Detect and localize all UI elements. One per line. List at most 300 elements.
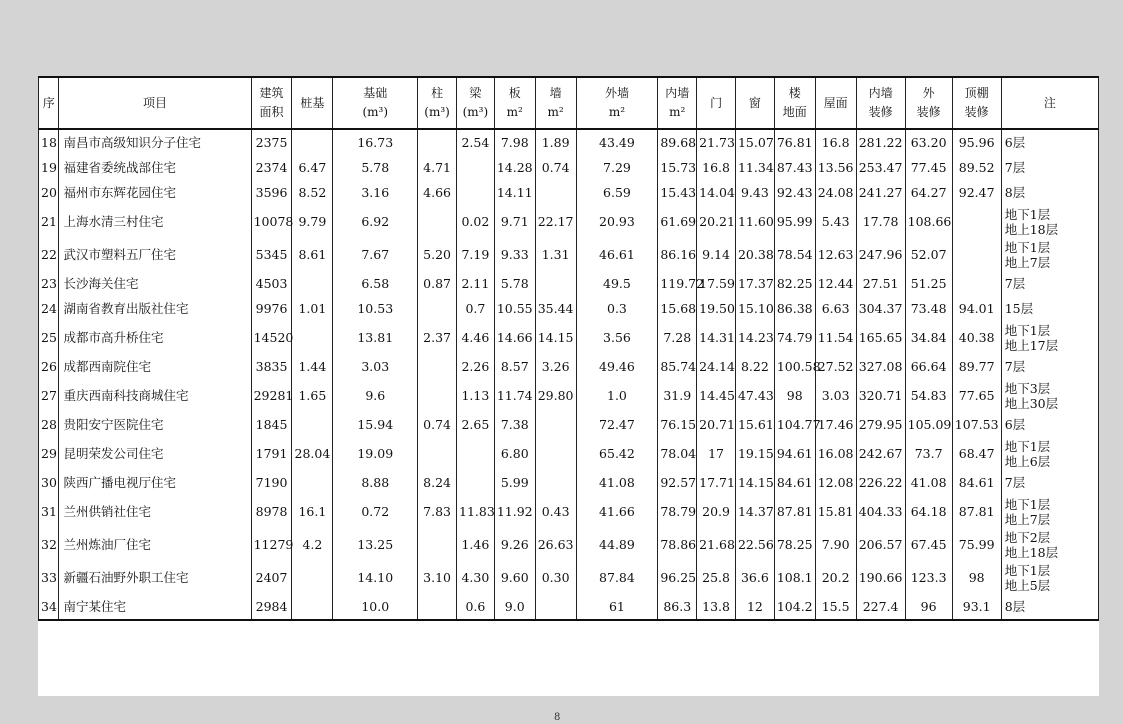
cell-ext_wall: 20.93 bbox=[576, 205, 658, 238]
cell-ext_finish: 41.08 bbox=[905, 470, 952, 495]
cell-floor: 104.2 bbox=[774, 594, 815, 620]
cell-roof: 24.08 bbox=[815, 180, 856, 205]
cell-floor: 98 bbox=[774, 379, 815, 412]
cell-floor: 86.38 bbox=[774, 296, 815, 321]
cell-roof: 15.5 bbox=[815, 594, 856, 620]
cell-name: 兰州炼油厂住宅 bbox=[59, 528, 251, 561]
cell-pile bbox=[292, 470, 333, 495]
cell-window: 14.37 bbox=[735, 495, 774, 528]
cell-pile: 9.79 bbox=[292, 205, 333, 238]
cell-roof: 15.81 bbox=[815, 495, 856, 528]
cell-wall: 0.30 bbox=[535, 561, 576, 594]
cell-no: 32 bbox=[39, 528, 59, 561]
cell-name: 新疆石油野外职工住宅 bbox=[59, 561, 251, 594]
cell-name: 重庆西南科技商城住宅 bbox=[59, 379, 251, 412]
cell-ext_finish: 123.3 bbox=[905, 561, 952, 594]
cell-int_wall: 92.57 bbox=[658, 470, 697, 495]
cell-ext_finish: 105.09 bbox=[905, 412, 952, 437]
cell-no: 33 bbox=[39, 561, 59, 594]
header-no: 序 bbox=[39, 77, 59, 129]
cell-ext_wall: 1.0 bbox=[576, 379, 658, 412]
cell-slab: 9.0 bbox=[494, 594, 535, 620]
cell-foundation: 13.81 bbox=[333, 321, 418, 354]
cell-ext_wall: 41.66 bbox=[576, 495, 658, 528]
cell-window: 14.15 bbox=[735, 470, 774, 495]
cell-ext_finish: 66.64 bbox=[905, 354, 952, 379]
cell-note: 地下1层 地上5层 bbox=[1001, 561, 1098, 594]
cell-wall: 22.17 bbox=[535, 205, 576, 238]
cell-int_wall: 15.43 bbox=[658, 180, 697, 205]
cell-column: 5.20 bbox=[418, 238, 457, 271]
cell-slab: 10.55 bbox=[494, 296, 535, 321]
table-body bbox=[39, 129, 1099, 620]
cell-slab: 14.66 bbox=[494, 321, 535, 354]
cell-ceiling: 95.96 bbox=[952, 129, 1001, 155]
cell-door: 19.50 bbox=[697, 296, 736, 321]
cell-area: 7190 bbox=[251, 470, 292, 495]
cell-int_finish: 226.22 bbox=[856, 470, 905, 495]
cell-window: 15.07 bbox=[735, 129, 774, 155]
cell-ceiling: 84.61 bbox=[952, 470, 1001, 495]
cell-column bbox=[418, 528, 457, 561]
cell-floor: 92.43 bbox=[774, 180, 815, 205]
cell-floor: 100.58 bbox=[774, 354, 815, 379]
cell-area: 11279 bbox=[251, 528, 292, 561]
cell-window: 11.34 bbox=[735, 155, 774, 180]
cell-int_wall: 61.69 bbox=[658, 205, 697, 238]
cell-floor: 94.61 bbox=[774, 437, 815, 470]
cell-slab: 5.99 bbox=[494, 470, 535, 495]
cell-foundation: 3.03 bbox=[333, 354, 418, 379]
cell-window: 11.60 bbox=[735, 205, 774, 238]
cell-beam: 2.11 bbox=[457, 271, 495, 296]
cell-ext_wall: 7.29 bbox=[576, 155, 658, 180]
cell-floor: 95.99 bbox=[774, 205, 815, 238]
cell-column bbox=[418, 379, 457, 412]
cell-pile: 1.44 bbox=[292, 354, 333, 379]
cell-roof: 17.46 bbox=[815, 412, 856, 437]
cell-beam bbox=[457, 437, 495, 470]
cell-no: 20 bbox=[39, 180, 59, 205]
cell-beam: 11.83 bbox=[457, 495, 495, 528]
cell-name: 南宁某住宅 bbox=[59, 594, 251, 620]
cell-door: 20.9 bbox=[697, 495, 736, 528]
table-row bbox=[39, 495, 1099, 528]
cell-roof: 5.43 bbox=[815, 205, 856, 238]
cell-slab: 9.26 bbox=[494, 528, 535, 561]
cell-pile: 6.47 bbox=[292, 155, 333, 180]
cell-window: 20.38 bbox=[735, 238, 774, 271]
cell-window: 47.43 bbox=[735, 379, 774, 412]
cell-floor: 78.54 bbox=[774, 238, 815, 271]
cell-pile bbox=[292, 412, 333, 437]
header-ceiling: 顶棚 装修 bbox=[952, 77, 1001, 129]
cell-int_finish: 320.71 bbox=[856, 379, 905, 412]
cell-name: 陕西广播电视厅住宅 bbox=[59, 470, 251, 495]
cell-floor: 104.77 bbox=[774, 412, 815, 437]
cell-foundation: 10.0 bbox=[333, 594, 418, 620]
cell-ext_finish: 73.48 bbox=[905, 296, 952, 321]
cell-note: 7层 bbox=[1001, 271, 1098, 296]
cell-door: 25.8 bbox=[697, 561, 736, 594]
cell-int_wall: 119.72 bbox=[658, 271, 697, 296]
cell-foundation: 14.10 bbox=[333, 561, 418, 594]
cell-wall bbox=[535, 470, 576, 495]
cell-wall bbox=[535, 437, 576, 470]
cell-note: 地下3层 地上30层 bbox=[1001, 379, 1098, 412]
cell-area: 1845 bbox=[251, 412, 292, 437]
cell-ceiling: 40.38 bbox=[952, 321, 1001, 354]
cell-beam bbox=[457, 180, 495, 205]
cell-beam: 2.54 bbox=[457, 129, 495, 155]
cell-pile bbox=[292, 321, 333, 354]
cell-window: 8.22 bbox=[735, 354, 774, 379]
cell-note: 地下1层 地上7层 bbox=[1001, 238, 1098, 271]
cell-roof: 27.52 bbox=[815, 354, 856, 379]
cell-foundation: 13.25 bbox=[333, 528, 418, 561]
cell-no: 26 bbox=[39, 354, 59, 379]
cell-door: 17.71 bbox=[697, 470, 736, 495]
cell-beam: 7.19 bbox=[457, 238, 495, 271]
cell-ceiling: 75.99 bbox=[952, 528, 1001, 561]
cell-ceiling bbox=[952, 205, 1001, 238]
header-door: 门 bbox=[697, 77, 736, 129]
cell-name: 福州市东辉花园住宅 bbox=[59, 180, 251, 205]
cell-no: 24 bbox=[39, 296, 59, 321]
cell-ceiling: 107.53 bbox=[952, 412, 1001, 437]
cell-note: 7层 bbox=[1001, 354, 1098, 379]
cell-int_finish: 404.33 bbox=[856, 495, 905, 528]
cell-beam: 1.13 bbox=[457, 379, 495, 412]
cell-column: 0.87 bbox=[418, 271, 457, 296]
cell-pile: 1.01 bbox=[292, 296, 333, 321]
table-row bbox=[39, 594, 1099, 620]
cell-beam: 0.7 bbox=[457, 296, 495, 321]
header-slab: 板 m² bbox=[494, 77, 535, 129]
cell-slab: 6.80 bbox=[494, 437, 535, 470]
cell-column: 0.74 bbox=[418, 412, 457, 437]
cell-slab: 7.38 bbox=[494, 412, 535, 437]
cell-ext_finish: 73.7 bbox=[905, 437, 952, 470]
cell-area: 2984 bbox=[251, 594, 292, 620]
cell-foundation: 7.67 bbox=[333, 238, 418, 271]
cell-roof: 3.03 bbox=[815, 379, 856, 412]
cell-floor: 76.81 bbox=[774, 129, 815, 155]
header-wall: 墙 m² bbox=[535, 77, 576, 129]
table-row bbox=[39, 205, 1099, 238]
cell-roof: 12.63 bbox=[815, 238, 856, 271]
cell-area: 3835 bbox=[251, 354, 292, 379]
cell-ext_wall: 65.42 bbox=[576, 437, 658, 470]
cell-int_wall: 85.74 bbox=[658, 354, 697, 379]
cell-pile bbox=[292, 594, 333, 620]
cell-slab: 11.74 bbox=[494, 379, 535, 412]
cell-door: 17 bbox=[697, 437, 736, 470]
cell-door: 20.71 bbox=[697, 412, 736, 437]
cell-int_finish: 281.22 bbox=[856, 129, 905, 155]
cell-column: 2.37 bbox=[418, 321, 457, 354]
cell-door: 14.04 bbox=[697, 180, 736, 205]
cell-roof: 7.90 bbox=[815, 528, 856, 561]
cell-ceiling: 94.01 bbox=[952, 296, 1001, 321]
cell-int_wall: 76.15 bbox=[658, 412, 697, 437]
cell-note: 7层 bbox=[1001, 470, 1098, 495]
cell-floor: 108.1 bbox=[774, 561, 815, 594]
cell-column: 4.66 bbox=[418, 180, 457, 205]
cell-slab: 8.57 bbox=[494, 354, 535, 379]
cell-note: 地下1层 地上18层 bbox=[1001, 205, 1098, 238]
cell-wall bbox=[535, 412, 576, 437]
table-row bbox=[39, 561, 1099, 594]
cell-name: 武汉市塑料五厂住宅 bbox=[59, 238, 251, 271]
cell-window: 22.56 bbox=[735, 528, 774, 561]
cell-pile bbox=[292, 129, 333, 155]
header-ext_wall: 外墙 m² bbox=[576, 77, 658, 129]
cell-wall: 35.44 bbox=[535, 296, 576, 321]
cell-wall: 1.89 bbox=[535, 129, 576, 155]
table-row bbox=[39, 296, 1099, 321]
cell-floor: 84.61 bbox=[774, 470, 815, 495]
cell-slab: 11.92 bbox=[494, 495, 535, 528]
cell-foundation: 19.09 bbox=[333, 437, 418, 470]
cell-area: 14520 bbox=[251, 321, 292, 354]
cell-area: 9976 bbox=[251, 296, 292, 321]
header-area: 建筑 面积 bbox=[251, 77, 292, 129]
cell-slab: 5.78 bbox=[494, 271, 535, 296]
cell-name: 成都西南院住宅 bbox=[59, 354, 251, 379]
cell-int_finish: 253.47 bbox=[856, 155, 905, 180]
table-row bbox=[39, 155, 1099, 180]
cell-column bbox=[418, 594, 457, 620]
header-name: 项目 bbox=[59, 77, 251, 129]
cell-floor: 82.25 bbox=[774, 271, 815, 296]
cell-wall bbox=[535, 271, 576, 296]
cell-foundation: 6.92 bbox=[333, 205, 418, 238]
cell-ext_finish: 51.25 bbox=[905, 271, 952, 296]
header-pile: 桩基 bbox=[292, 77, 333, 129]
cell-wall: 3.26 bbox=[535, 354, 576, 379]
cell-ext_wall: 72.47 bbox=[576, 412, 658, 437]
cell-slab: 9.60 bbox=[494, 561, 535, 594]
cell-door: 17.59 bbox=[697, 271, 736, 296]
cell-pile: 8.61 bbox=[292, 238, 333, 271]
cell-column bbox=[418, 296, 457, 321]
cell-beam: 1.46 bbox=[457, 528, 495, 561]
cell-pile: 1.65 bbox=[292, 379, 333, 412]
cell-slab: 7.98 bbox=[494, 129, 535, 155]
cell-wall bbox=[535, 180, 576, 205]
cell-window: 12 bbox=[735, 594, 774, 620]
cell-ceiling: 92.47 bbox=[952, 180, 1001, 205]
cell-column: 4.71 bbox=[418, 155, 457, 180]
cell-beam: 4.30 bbox=[457, 561, 495, 594]
scanned-page bbox=[38, 76, 1099, 696]
cell-ceiling: 93.1 bbox=[952, 594, 1001, 620]
cell-ceiling: 68.47 bbox=[952, 437, 1001, 470]
cell-name: 贵阳安宁医院住宅 bbox=[59, 412, 251, 437]
cell-area: 5345 bbox=[251, 238, 292, 271]
header-int_finish: 内墙 装修 bbox=[856, 77, 905, 129]
cell-name: 昆明荣发公司住宅 bbox=[59, 437, 251, 470]
cell-ext_wall: 46.61 bbox=[576, 238, 658, 271]
table-row bbox=[39, 528, 1099, 561]
cell-foundation: 6.58 bbox=[333, 271, 418, 296]
cell-ext_wall: 3.56 bbox=[576, 321, 658, 354]
cell-beam: 0.02 bbox=[457, 205, 495, 238]
cell-roof: 12.44 bbox=[815, 271, 856, 296]
cell-name: 福建省委统战部住宅 bbox=[59, 155, 251, 180]
cell-name: 兰州供销社住宅 bbox=[59, 495, 251, 528]
cell-wall: 26.63 bbox=[535, 528, 576, 561]
cell-beam: 2.65 bbox=[457, 412, 495, 437]
cell-window: 15.10 bbox=[735, 296, 774, 321]
cell-int_wall: 7.28 bbox=[658, 321, 697, 354]
cell-foundation: 5.78 bbox=[333, 155, 418, 180]
cell-column bbox=[418, 129, 457, 155]
cell-ext_wall: 87.84 bbox=[576, 561, 658, 594]
cell-ext_wall: 0.3 bbox=[576, 296, 658, 321]
cell-int_wall: 96.25 bbox=[658, 561, 697, 594]
cell-note: 8层 bbox=[1001, 594, 1098, 620]
cell-int_finish: 242.67 bbox=[856, 437, 905, 470]
cell-column: 7.83 bbox=[418, 495, 457, 528]
cell-int_finish: 227.4 bbox=[856, 594, 905, 620]
cell-foundation: 8.88 bbox=[333, 470, 418, 495]
cell-window: 14.23 bbox=[735, 321, 774, 354]
table-row bbox=[39, 238, 1099, 271]
table-row bbox=[39, 354, 1099, 379]
cell-wall: 1.31 bbox=[535, 238, 576, 271]
cell-area: 10078 bbox=[251, 205, 292, 238]
cell-name: 成都市高升桥住宅 bbox=[59, 321, 251, 354]
cell-int_wall: 78.79 bbox=[658, 495, 697, 528]
cell-int_wall: 31.9 bbox=[658, 379, 697, 412]
cell-area: 4503 bbox=[251, 271, 292, 296]
cell-roof: 20.2 bbox=[815, 561, 856, 594]
cell-ceiling: 89.52 bbox=[952, 155, 1001, 180]
cell-beam: 4.46 bbox=[457, 321, 495, 354]
cell-door: 14.45 bbox=[697, 379, 736, 412]
cell-beam bbox=[457, 470, 495, 495]
header-int_wall: 内墙 m² bbox=[658, 77, 697, 129]
cell-no: 25 bbox=[39, 321, 59, 354]
cell-floor: 74.79 bbox=[774, 321, 815, 354]
building-quantities-table bbox=[38, 76, 1099, 621]
cell-no: 22 bbox=[39, 238, 59, 271]
cell-no: 28 bbox=[39, 412, 59, 437]
cell-int_finish: 279.95 bbox=[856, 412, 905, 437]
cell-door: 16.8 bbox=[697, 155, 736, 180]
cell-door: 13.8 bbox=[697, 594, 736, 620]
cell-pile: 16.1 bbox=[292, 495, 333, 528]
cell-int_wall: 86.16 bbox=[658, 238, 697, 271]
cell-pile: 28.04 bbox=[292, 437, 333, 470]
cell-roof: 16.08 bbox=[815, 437, 856, 470]
cell-slab: 14.11 bbox=[494, 180, 535, 205]
cell-note: 6层 bbox=[1001, 129, 1098, 155]
cell-column bbox=[418, 354, 457, 379]
cell-ceiling: 77.65 bbox=[952, 379, 1001, 412]
table-row bbox=[39, 180, 1099, 205]
cell-int_finish: 165.65 bbox=[856, 321, 905, 354]
cell-floor: 78.25 bbox=[774, 528, 815, 561]
cell-ceiling: 98 bbox=[952, 561, 1001, 594]
cell-area: 1791 bbox=[251, 437, 292, 470]
cell-roof: 16.8 bbox=[815, 129, 856, 155]
cell-area: 2407 bbox=[251, 561, 292, 594]
cell-ext_finish: 63.20 bbox=[905, 129, 952, 155]
header-beam: 梁 (m³) bbox=[457, 77, 495, 129]
cell-ext_wall: 49.46 bbox=[576, 354, 658, 379]
cell-ext_finish: 54.83 bbox=[905, 379, 952, 412]
header-roof: 屋面 bbox=[815, 77, 856, 129]
header-floor: 楼 地面 bbox=[774, 77, 815, 129]
cell-int_finish: 241.27 bbox=[856, 180, 905, 205]
cell-door: 24.14 bbox=[697, 354, 736, 379]
cell-beam: 0.6 bbox=[457, 594, 495, 620]
cell-int_finish: 327.08 bbox=[856, 354, 905, 379]
cell-note: 8层 bbox=[1001, 180, 1098, 205]
cell-window: 15.61 bbox=[735, 412, 774, 437]
cell-no: 29 bbox=[39, 437, 59, 470]
cell-no: 27 bbox=[39, 379, 59, 412]
cell-no: 19 bbox=[39, 155, 59, 180]
cell-window: 17.37 bbox=[735, 271, 774, 296]
cell-ext_wall: 61 bbox=[576, 594, 658, 620]
header-ext_finish: 外 装修 bbox=[905, 77, 952, 129]
cell-int_finish: 304.37 bbox=[856, 296, 905, 321]
cell-roof: 6.63 bbox=[815, 296, 856, 321]
cell-area: 2374 bbox=[251, 155, 292, 180]
cell-wall: 0.43 bbox=[535, 495, 576, 528]
cell-ext_finish: 64.27 bbox=[905, 180, 952, 205]
cell-roof: 13.56 bbox=[815, 155, 856, 180]
cell-int_finish: 190.66 bbox=[856, 561, 905, 594]
cell-area: 3596 bbox=[251, 180, 292, 205]
cell-no: 30 bbox=[39, 470, 59, 495]
cell-wall: 29.80 bbox=[535, 379, 576, 412]
table-row bbox=[39, 437, 1099, 470]
cell-wall: 14.15 bbox=[535, 321, 576, 354]
cell-area: 8978 bbox=[251, 495, 292, 528]
table-row bbox=[39, 321, 1099, 354]
cell-floor: 87.81 bbox=[774, 495, 815, 528]
cell-name: 上海水清三村住宅 bbox=[59, 205, 251, 238]
table-row bbox=[39, 271, 1099, 296]
cell-note: 15层 bbox=[1001, 296, 1098, 321]
cell-ext_wall: 43.49 bbox=[576, 129, 658, 155]
cell-pile bbox=[292, 271, 333, 296]
cell-ext_wall: 44.89 bbox=[576, 528, 658, 561]
cell-note: 地下2层 地上18层 bbox=[1001, 528, 1098, 561]
cell-slab: 9.71 bbox=[494, 205, 535, 238]
cell-foundation: 3.16 bbox=[333, 180, 418, 205]
cell-door: 9.14 bbox=[697, 238, 736, 271]
cell-ext_finish: 96 bbox=[905, 594, 952, 620]
cell-door: 21.68 bbox=[697, 528, 736, 561]
page-number: 8 bbox=[554, 712, 561, 723]
cell-ceiling bbox=[952, 271, 1001, 296]
cell-area: 2375 bbox=[251, 129, 292, 155]
cell-ext_finish: 108.66 bbox=[905, 205, 952, 238]
cell-column bbox=[418, 437, 457, 470]
cell-column bbox=[418, 205, 457, 238]
cell-int_finish: 17.78 bbox=[856, 205, 905, 238]
table-row bbox=[39, 412, 1099, 437]
cell-ext_finish: 67.45 bbox=[905, 528, 952, 561]
cell-int_wall: 86.3 bbox=[658, 594, 697, 620]
cell-foundation: 0.72 bbox=[333, 495, 418, 528]
